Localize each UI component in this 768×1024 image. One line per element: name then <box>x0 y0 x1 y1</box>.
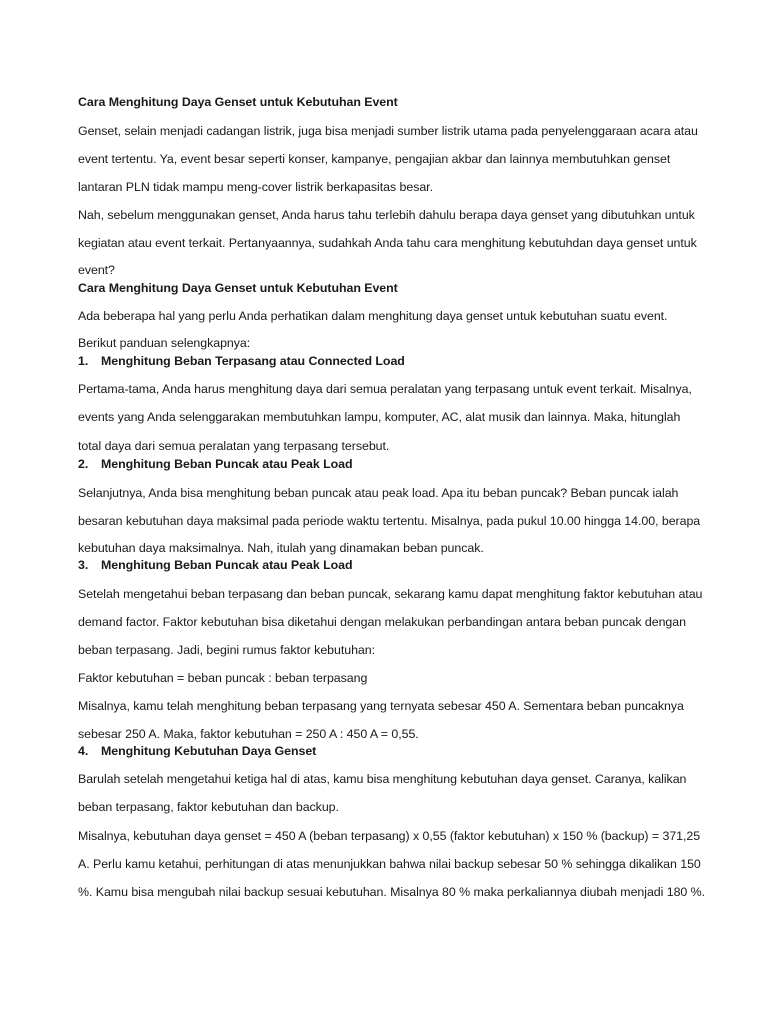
section-heading-2 <box>78 457 352 472</box>
section-4-line: Misalnya, kebutuhan daya genset = 450 A (beban terpasang) x 0,55 (faktor kebutuhan) x 150 % (backup) = 371,25 <box>78 829 701 843</box>
section-heading-1 <box>78 354 405 369</box>
formula-line: Faktor kebutuhan = beban puncak : beban terpasang <box>78 671 368 685</box>
section-heading-4 <box>78 744 316 759</box>
document-title: Cara Menghitung Daya Genset untuk Kebutuhan Event <box>78 95 398 109</box>
section-4-line: Barulah setelah mengetahui ketiga hal di atas, kamu bisa menghitung kebutuhan daya genset. Caranya, kalikan <box>78 772 687 786</box>
section-heading-text: Menghitung Kebutuhan Daya Genset <box>101 744 317 758</box>
section-3-line: sebesar 250 A. Maka, faktor kebutuhan = 250 A : 450 A = 0,55. <box>78 727 419 741</box>
intro-line: Genset, selain menjadi cadangan listrik, juga bisa menjadi sumber listrik utama pada penyelenggaraan acara atau <box>78 124 698 138</box>
section-subtitle: Cara Menghitung Daya Genset untuk Kebutuhan Event <box>78 281 398 295</box>
lead-line: Ada beberapa hal yang perlu Anda perhatikan dalam menghitung daya genset untuk kebutuhan suatu event. <box>78 309 668 323</box>
section-heading-3 <box>78 558 352 573</box>
section-number: 4. <box>78 744 89 758</box>
section-3-line: Misalnya, kamu telah menghitung beban terpasang yang ternyata sebesar 450 A. Sementara beban puncaknya <box>78 699 684 713</box>
section-2-line: Selanjutnya, Anda bisa menghitung beban puncak atau peak load. Apa itu beban puncak? Beban puncak ialah <box>78 486 679 500</box>
section-1-line: total daya dari semua peralatan yang terpasang tersebut. <box>78 439 390 453</box>
section-heading-text: Menghitung Beban Puncak atau Peak Load <box>101 457 353 471</box>
section-number: 2. <box>78 457 89 471</box>
section-4-line: beban terpasang, faktor kebutuhan dan backup. <box>78 800 339 814</box>
section-1-line: events yang Anda selenggarakan membutuhkan lampu, komputer, AC, alat musik dan lainnya. Maka, hitunglah <box>78 410 681 424</box>
section-4-line: %. Kamu bisa mengubah nilai backup sesuai kebutuhan. Misalnya 80 % maka perkaliannya diubah menjadi 180 %. <box>78 885 706 899</box>
section-2-line: besaran kebutuhan daya maksimal pada periode waktu tertentu. Misalnya, pada pukul 10.00 hingga 14.00, berapa <box>78 514 701 528</box>
section-heading-text: Menghitung Beban Terpasang atau Connected Load <box>101 354 405 368</box>
lead-line: Berikut panduan selengkapnya: <box>78 336 251 350</box>
section-2-line: kebutuhan daya maksimalnya. Nah, itulah yang dinamakan beban puncak. <box>78 541 484 555</box>
intro-line: event tertentu. Ya, event besar seperti konser, kampanye, pengajian akbar dan lainnya membutuhkan genset <box>78 152 671 166</box>
section-1-line: Pertama-tama, Anda harus menghitung daya dari semua peralatan yang terpasang untuk event terkait. Misalnya, <box>78 382 692 396</box>
section-number: 3. <box>78 558 89 572</box>
section-4-line: A. Perlu kamu ketahui, perhitungan di atas menunjukkan bahwa nilai backup sebesar 50 % sehingga dikalikan 150 <box>78 857 701 871</box>
section-3-line: Setelah mengetahui beban terpasang dan beban puncak, sekarang kamu dapat menghitung faktor kebutuhan atau <box>78 587 703 601</box>
intro-line: lantaran PLN tidak mampu meng-cover listrik berkapasitas besar. <box>78 180 433 194</box>
intro-line: event? <box>78 263 115 277</box>
section-heading-text: Menghitung Beban Puncak atau Peak Load <box>101 558 353 572</box>
section-3-line: demand factor. Faktor kebutuhan bisa diketahui dengan melakukan perbandingan antara beban puncak dengan <box>78 615 686 629</box>
intro-line: Nah, sebelum menggunakan genset, Anda harus tahu terlebih dahulu berapa daya genset yang dibutuhkan untuk <box>78 208 695 222</box>
intro-line: kegiatan atau event terkait. Pertanyaannya, sudahkah Anda tahu cara menghitung kebutuhdan daya genset untuk <box>78 236 697 250</box>
section-3-line: beban terpasang. Jadi, begini rumus faktor kebutuhan: <box>78 643 375 657</box>
section-number: 1. <box>78 354 89 368</box>
